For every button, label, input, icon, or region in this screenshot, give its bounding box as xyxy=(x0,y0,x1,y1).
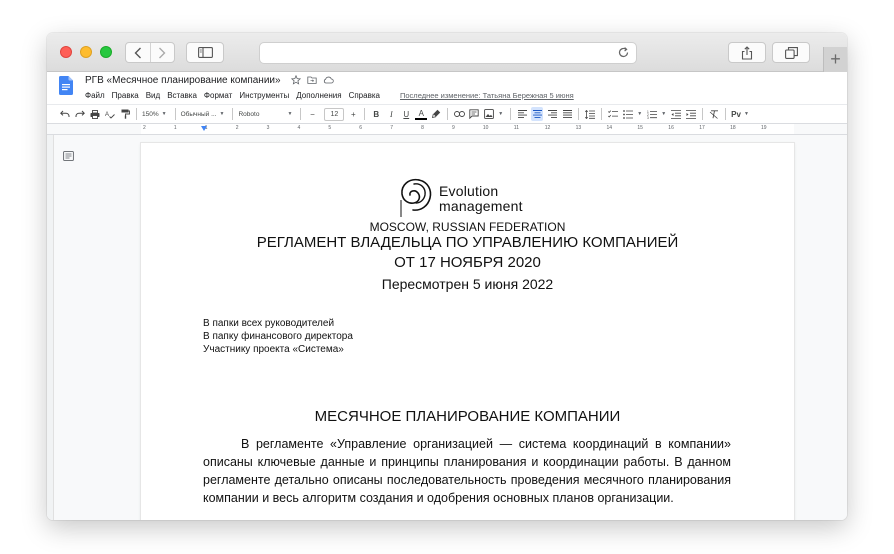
ruler-number: 10 xyxy=(482,125,489,131)
align-left-icon xyxy=(518,110,527,118)
document-page[interactable] xyxy=(141,143,794,520)
undo-icon xyxy=(60,110,70,118)
menu-insert[interactable]: Вставка xyxy=(167,91,197,100)
menu-help[interactable]: Справка xyxy=(348,91,380,100)
move-folder-icon[interactable] xyxy=(307,75,317,85)
paint-format-button[interactable] xyxy=(119,107,131,121)
increase-indent-button[interactable] xyxy=(685,107,697,121)
toolbar-separator xyxy=(136,108,137,120)
toolbar-separator xyxy=(447,108,448,120)
share-button[interactable] xyxy=(728,42,766,63)
ruler-number: 11 xyxy=(513,125,519,131)
ruler-number: 5 xyxy=(328,125,332,131)
title-actions xyxy=(291,75,334,85)
menu-bar xyxy=(85,91,387,100)
minimize-window-button[interactable] xyxy=(80,46,92,58)
increase-indent-icon xyxy=(686,110,696,119)
font-value: Roboto xyxy=(238,110,260,118)
menu-addons[interactable]: Дополнения xyxy=(296,91,342,100)
ruler-number: 8 xyxy=(421,125,424,131)
addressee-line: В папки всех руководителей xyxy=(203,318,335,329)
bold-button[interactable]: B xyxy=(373,109,380,119)
ruler-number: 1 xyxy=(173,125,177,131)
ruler-number: 12 xyxy=(544,125,551,131)
zoom-value: 150% xyxy=(142,110,159,118)
company-logo xyxy=(397,176,547,218)
spellcheck-icon xyxy=(105,110,115,119)
ruler-number: 13 xyxy=(575,125,582,131)
zoom-dropdown[interactable] xyxy=(142,107,167,121)
ruler-number: 9 xyxy=(452,125,455,131)
style-value: Обычный ... xyxy=(180,110,217,118)
city-line: MOSCOW, RUSSIAN FEDERATION xyxy=(369,220,566,234)
indent-marker[interactable] xyxy=(201,126,207,131)
show-tabs-button[interactable] xyxy=(772,42,810,63)
ruler-number: 19 xyxy=(761,125,767,131)
text-color-button[interactable]: A xyxy=(415,109,427,120)
safari-toolbar xyxy=(47,33,847,72)
toolbar-separator xyxy=(232,108,233,120)
caret-down-icon[interactable]: ▼ xyxy=(498,111,504,117)
svg-text:1: 1 xyxy=(647,109,649,114)
redo-button[interactable] xyxy=(74,107,86,121)
chevron-left-icon xyxy=(134,47,142,59)
browser-window xyxy=(47,33,847,520)
forward-button[interactable] xyxy=(150,43,175,62)
ruler-number: 16 xyxy=(668,125,674,131)
tabs-icon xyxy=(785,47,798,59)
logo-line-1: Evolution xyxy=(439,183,499,199)
evolution-logo-icon xyxy=(397,176,437,218)
svg-text:A: A xyxy=(105,111,110,118)
ruler-number: 17 xyxy=(699,125,705,131)
share-icon xyxy=(741,46,753,60)
align-right-button[interactable] xyxy=(546,107,558,121)
ruler-number: 6 xyxy=(359,125,363,131)
caret-down-icon[interactable]: ▼ xyxy=(637,111,643,117)
insert-image-button[interactable] xyxy=(483,107,495,121)
toolbar-separator xyxy=(702,108,703,120)
revision-line: Пересмотрен 5 июня 2022 xyxy=(381,276,554,292)
align-right-icon xyxy=(548,110,557,118)
bullet-list-icon xyxy=(623,110,633,119)
italic-button[interactable]: I xyxy=(389,109,393,119)
bulleted-list-button[interactable] xyxy=(622,107,634,121)
horizontal-ruler[interactable] xyxy=(47,124,847,135)
font-size-input[interactable]: 12 xyxy=(324,108,344,121)
document-canvas xyxy=(47,135,847,520)
highlight-button[interactable] xyxy=(430,107,442,121)
checklist-icon xyxy=(608,110,618,119)
chevron-right-icon xyxy=(158,47,166,59)
align-justify-icon xyxy=(563,110,572,118)
menu-format[interactable]: Формат xyxy=(203,91,233,100)
toolbar-separator xyxy=(300,108,301,120)
addressee-list xyxy=(203,317,353,356)
close-window-button[interactable] xyxy=(60,46,72,58)
numbered-list-icon xyxy=(647,110,657,119)
decrease-indent-icon xyxy=(671,110,681,119)
ruler-number: 3 xyxy=(266,125,270,131)
spellcheck-button[interactable] xyxy=(104,107,116,121)
svg-text:3: 3 xyxy=(647,115,649,119)
ruler-number: 18 xyxy=(730,125,736,131)
print-icon xyxy=(90,110,100,119)
reload-icon[interactable] xyxy=(617,46,630,59)
menu-tools[interactable]: Инструменты xyxy=(239,91,290,100)
ruler-number: 1 xyxy=(204,125,208,131)
decrease-font-size-button[interactable]: − xyxy=(310,109,315,119)
document-title[interactable]: РГВ «Месячное планирование компании» xyxy=(85,75,281,86)
sidebar-toggle-button[interactable] xyxy=(186,42,224,63)
cloud-status-icon[interactable] xyxy=(323,75,334,85)
print-button[interactable] xyxy=(89,107,101,121)
increase-font-size-button[interactable]: + xyxy=(350,109,356,119)
link-icon xyxy=(454,111,465,117)
caret-down-icon: ▼ xyxy=(161,111,167,117)
svg-text:2: 2 xyxy=(647,112,649,117)
input-tools-value: Pv xyxy=(731,109,741,119)
paint-format-icon xyxy=(121,109,130,119)
addressee-line: В папку финансового директора xyxy=(203,331,353,342)
menu-file[interactable]: Файл xyxy=(85,91,105,100)
regulation-title: РЕГЛАМЕНТ ВЛАДЕЛЬЦА ПО УПРАВЛЕНИЮ КОМПАНИЕЙ xyxy=(256,234,679,251)
line-spacing-button[interactable] xyxy=(584,107,596,121)
decrease-indent-button[interactable] xyxy=(670,107,682,121)
body-paragraph: В регламенте «Управление организацией — система координаций в компании» описаны ключевые данные и принципы планирования и координации работы. В данном регламенте детально описаны последовательность проведения месячного планирования компании и весь алгоритм создания и одобрения основных планов организации. xyxy=(203,437,731,505)
ruler-number: 2 xyxy=(143,125,146,131)
align-left-button[interactable] xyxy=(516,107,528,121)
ruler-number: 4 xyxy=(297,125,301,131)
toolbar-separator xyxy=(510,108,511,120)
google-docs-icon[interactable] xyxy=(59,76,73,95)
toolbar-separator xyxy=(175,108,176,120)
logo-line-2: management xyxy=(439,198,523,214)
document-outline-icon[interactable] xyxy=(63,151,74,161)
align-center-button[interactable] xyxy=(531,107,543,121)
redo-icon xyxy=(75,110,85,118)
highlighter-icon xyxy=(432,109,441,119)
align-center-icon xyxy=(533,110,542,118)
font-dropdown[interactable] xyxy=(238,107,292,121)
style-dropdown[interactable] xyxy=(181,107,225,121)
menu-view[interactable]: Вид xyxy=(145,91,161,100)
back-button[interactable] xyxy=(126,43,150,62)
ruler-number: 14 xyxy=(606,125,613,131)
addressee-line: Участнику проекта «Система» xyxy=(203,344,344,355)
clear-formatting-icon xyxy=(709,110,719,119)
logo-wordmark xyxy=(439,184,523,214)
comment-icon xyxy=(469,109,479,119)
new-tab-button[interactable]: + xyxy=(823,47,847,72)
insert-comment-button[interactable] xyxy=(468,107,480,121)
ruler-number: 2 xyxy=(235,125,239,131)
image-icon xyxy=(484,109,494,119)
undo-button[interactable] xyxy=(59,107,71,121)
regulation-date: ОТ 17 НОЯБРЯ 2020 xyxy=(394,254,541,271)
line-spacing-icon xyxy=(585,110,595,119)
last-edit-link[interactable]: Последнее изменение: Татьяна Бережная 5 июня xyxy=(400,91,574,100)
toolbar-separator xyxy=(725,108,726,120)
align-justify-button[interactable] xyxy=(561,107,573,121)
checklist-button[interactable] xyxy=(607,107,619,121)
toolbar-separator xyxy=(578,108,579,120)
navigation-buttons xyxy=(125,42,175,63)
caret-down-icon: ▼ xyxy=(219,111,225,117)
input-tools-dropdown[interactable] xyxy=(731,107,749,121)
menu-edit[interactable]: Правка xyxy=(111,91,139,100)
sidebar-icon xyxy=(198,47,213,58)
clear-formatting-button[interactable] xyxy=(708,107,720,121)
underline-button[interactable]: U xyxy=(403,109,410,119)
ruler-number: 7 xyxy=(390,125,393,131)
ruler-number: 15 xyxy=(637,125,643,131)
star-icon[interactable] xyxy=(291,75,301,85)
toolbar-separator xyxy=(364,108,365,120)
toolbar-separator xyxy=(601,108,602,120)
numbered-list-button[interactable] xyxy=(646,107,658,121)
insert-link-button[interactable] xyxy=(453,107,465,121)
caret-down-icon: ▼ xyxy=(743,111,749,117)
zoom-window-button[interactable] xyxy=(100,46,112,58)
caret-down-icon[interactable]: ▼ xyxy=(661,111,667,117)
caret-down-icon: ▼ xyxy=(287,111,293,117)
vertical-ruler[interactable] xyxy=(47,135,54,520)
section-heading: МЕСЯЧНОЕ ПЛАНИРОВАНИЕ КОМПАНИИ xyxy=(314,408,621,425)
formatting-toolbar xyxy=(47,104,847,124)
address-bar[interactable] xyxy=(259,42,637,64)
docs-header xyxy=(47,72,847,104)
ruler-numbers xyxy=(141,125,794,134)
